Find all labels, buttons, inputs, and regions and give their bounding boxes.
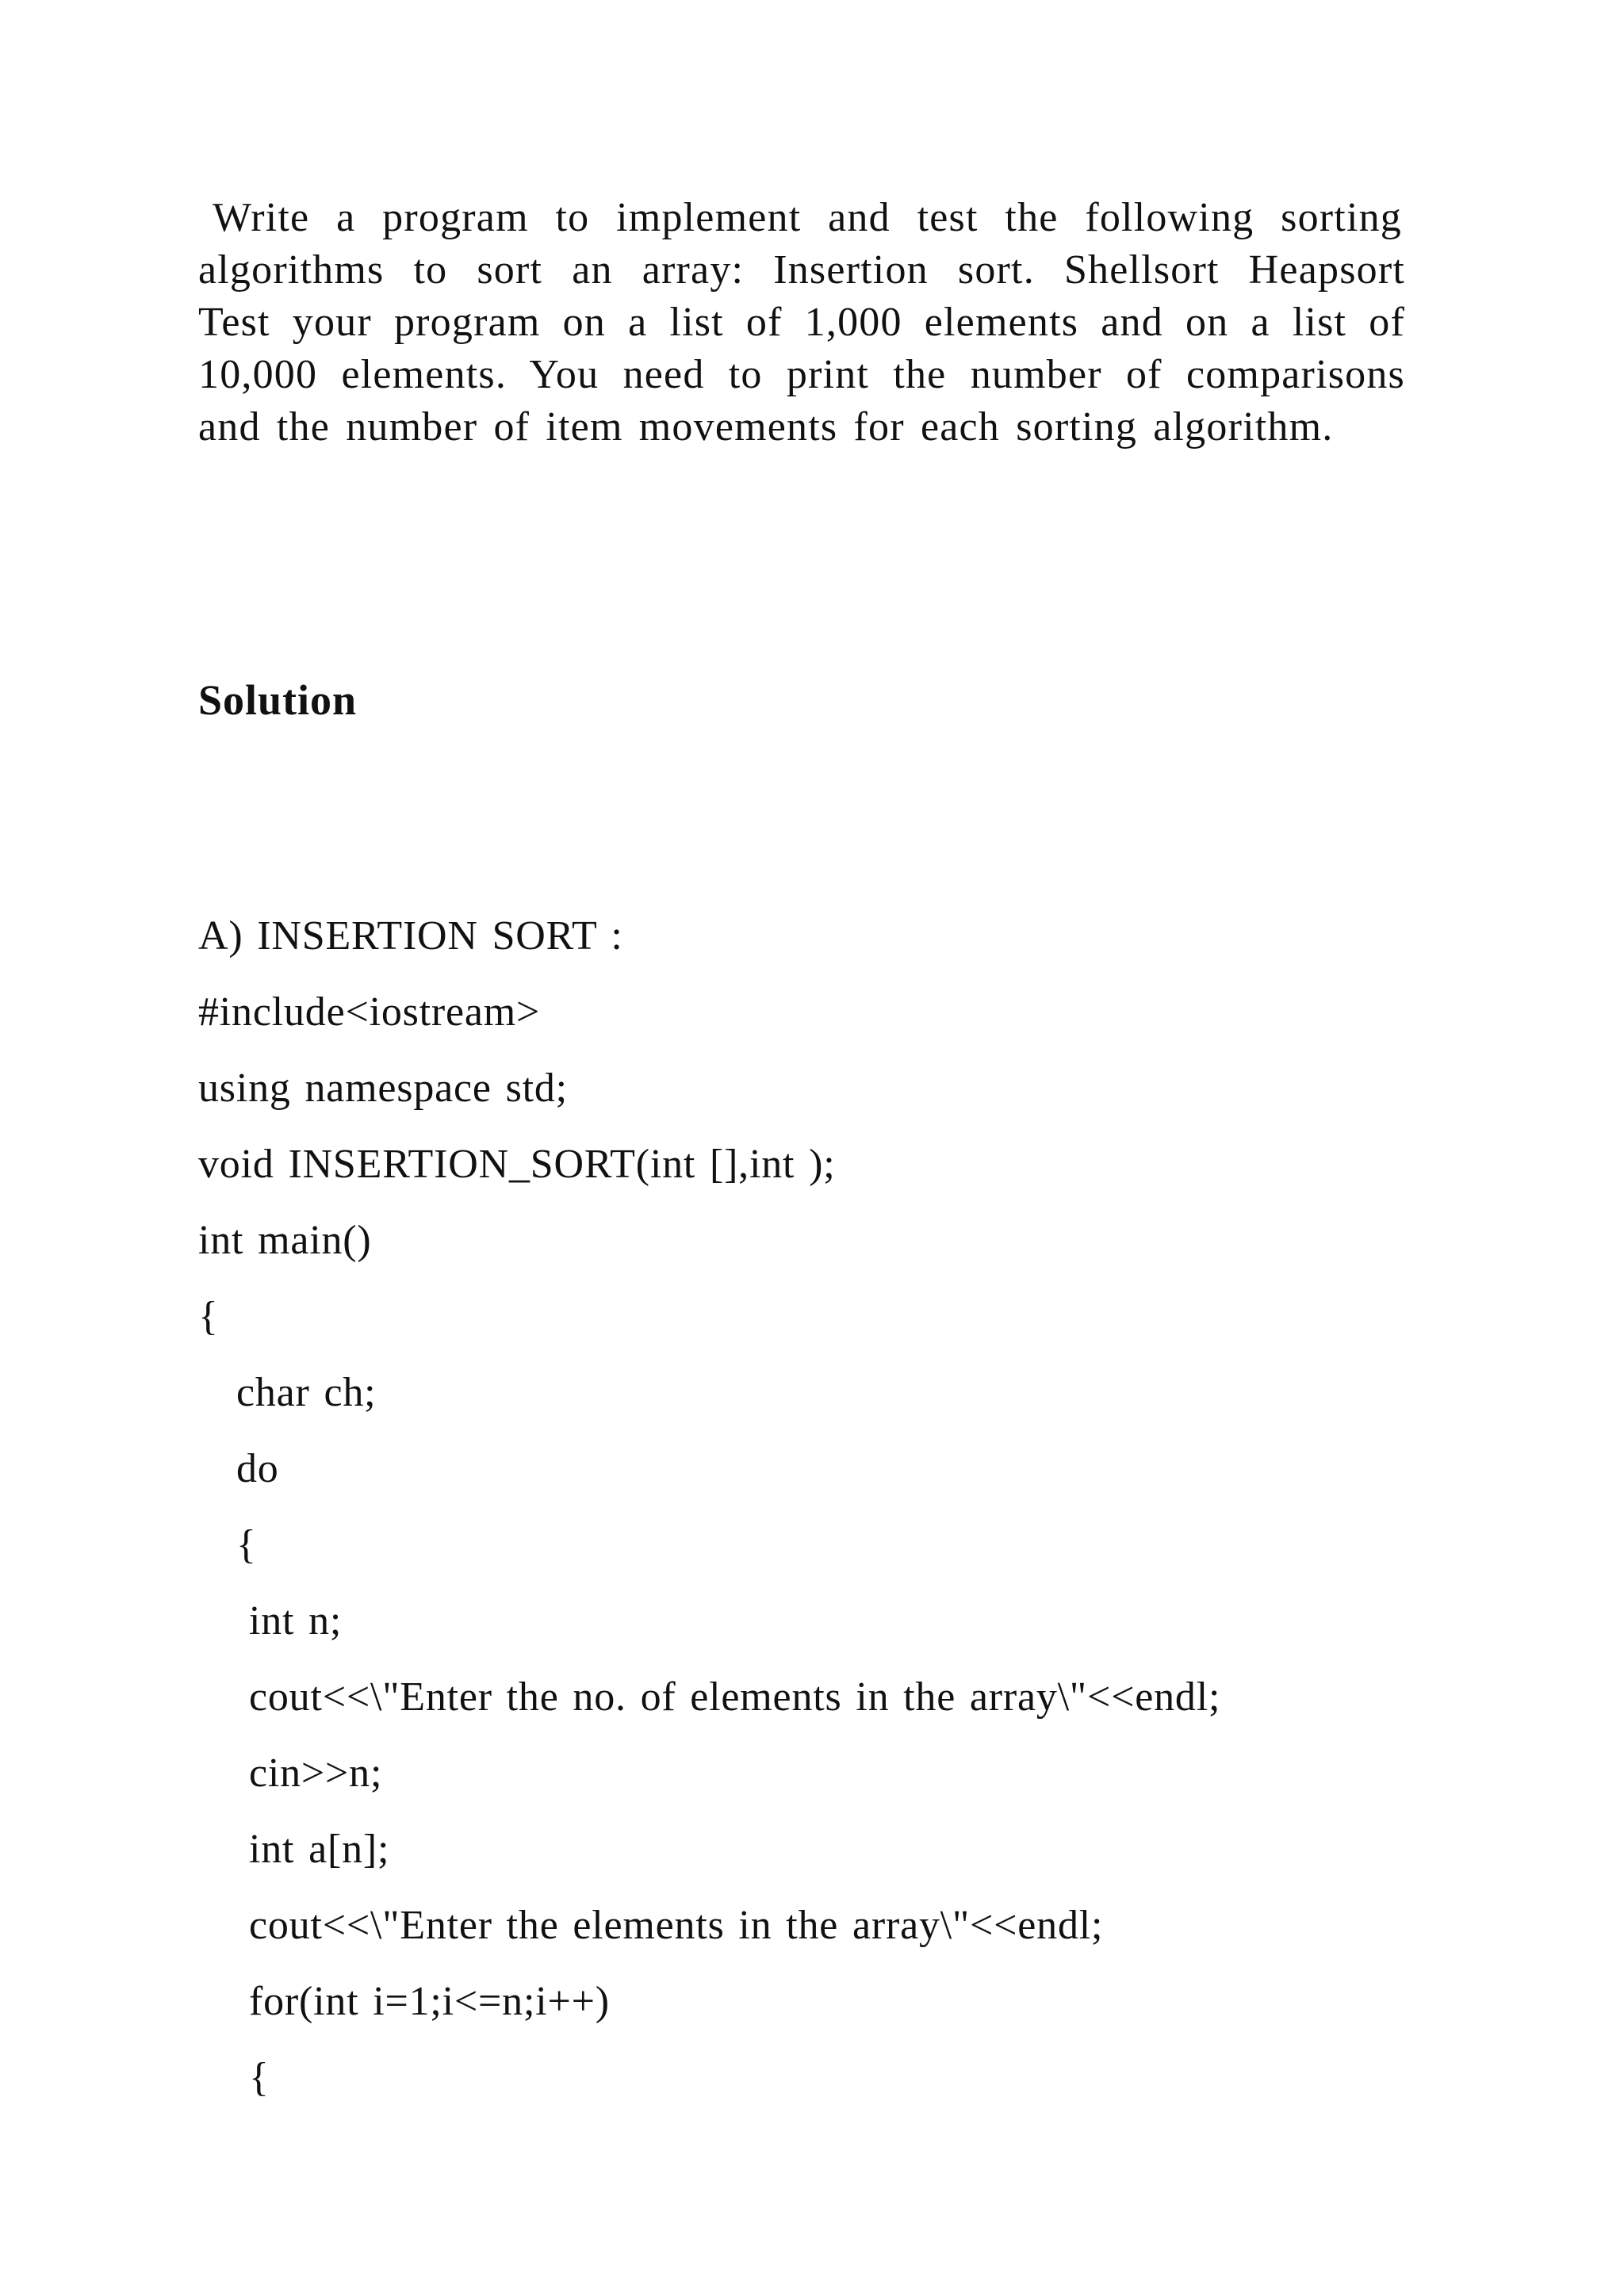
code-line: int n; [249, 1598, 343, 1644]
code-line: for(int i=1;i<=n;i++) [249, 1979, 610, 2024]
code-line: cout<<\"Enter the no. of elements in the array\"<<endl; [249, 1674, 1221, 1720]
question-line: and the number of item movements for each sorting algorithm. [198, 404, 1334, 450]
code-line: { [198, 1294, 219, 1339]
question-line: algorithms to sort an array: Insertion sort. Shellsort Heapsort [198, 247, 1405, 293]
question-line: Write a program to implement and test the following sorting [213, 195, 1402, 240]
code-line: cout<<\"Enter the elements in the array\"<<endl; [249, 1903, 1104, 1948]
code-listing [198, 910, 1546, 2128]
code-line: { [236, 1522, 257, 1567]
code-line: do [236, 1446, 279, 1491]
code-line: void INSERTION_SORT(int [],int ); [198, 1142, 836, 1187]
code-line: char ch; [236, 1370, 377, 1415]
question-line: Test your program on a list of 1,000 elements and on a list of [198, 300, 1405, 345]
code-line: #include<iostream> [198, 989, 541, 1035]
code-line: using namespace std; [198, 1066, 568, 1111]
code-line: int main() [198, 1218, 372, 1263]
question-text [198, 192, 1419, 453]
solution-heading: Solution [198, 676, 358, 724]
code-line: A) INSERTION SORT : [198, 913, 623, 959]
question-line: 10,000 elements. You need to print the number of comparisons [198, 352, 1405, 397]
code-line: int a[n]; [249, 1827, 390, 1872]
code-line: cin>>n; [249, 1751, 383, 1796]
code-line: { [249, 2055, 270, 2100]
